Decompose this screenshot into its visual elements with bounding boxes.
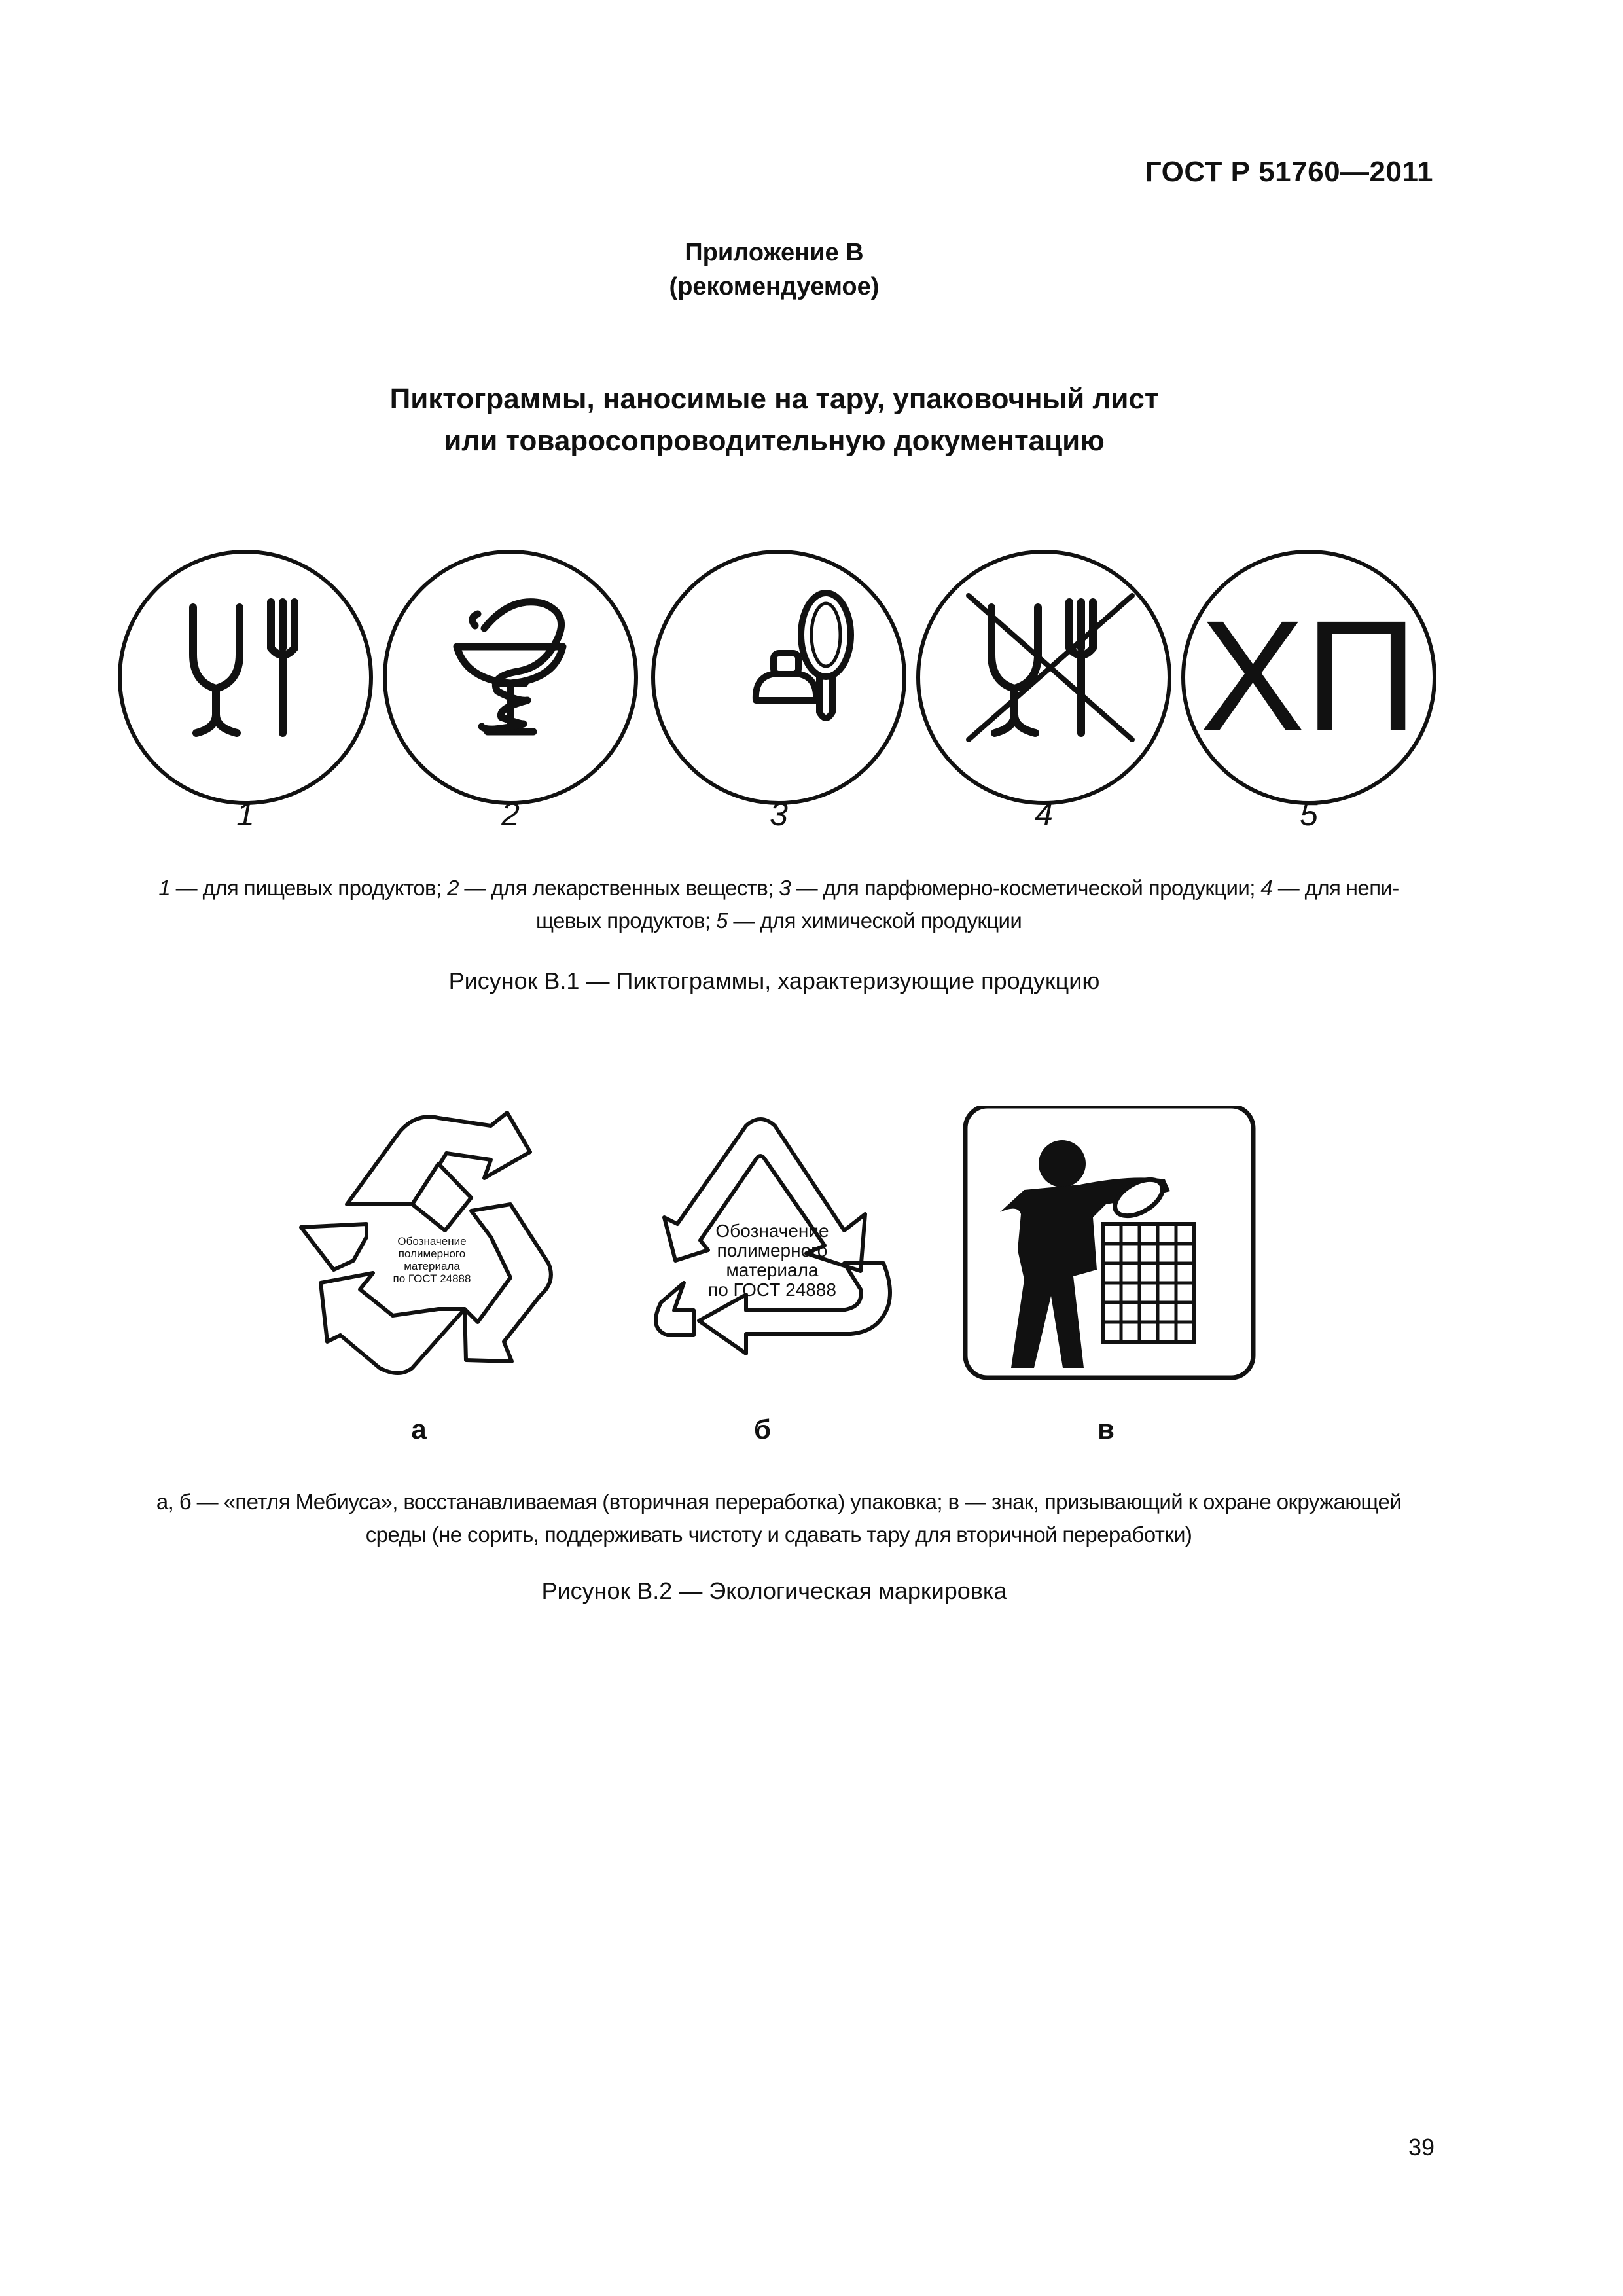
non-food-products-icon xyxy=(969,596,1132,740)
mobius-a-label-4: по ГОСТ 24888 xyxy=(393,1272,471,1285)
pictogram-number-2: 2 xyxy=(501,796,520,833)
section-title-line2: или товаросопроводительную документацию xyxy=(444,425,1105,457)
chemical-products-icon: ХП xyxy=(1200,588,1418,763)
eco-mark-letter-b: б xyxy=(754,1414,771,1444)
section-title-line1: Пиктограммы, наносимые на тару, упаковочный лист xyxy=(389,383,1159,415)
pictogram-2-circle xyxy=(385,552,636,803)
pictogram-number-5: 5 xyxy=(1300,796,1318,833)
standard-code: ГОСТ Р 51760—2011 xyxy=(1145,156,1433,188)
medicinal-substances-icon xyxy=(457,602,563,732)
figure2-eco-marks xyxy=(275,1106,1270,1394)
tidy-man-icon xyxy=(965,1106,1253,1378)
mobius-b-label-4: по ГОСТ 24888 xyxy=(708,1280,836,1300)
mobius-a-label-2: полимерного xyxy=(398,1247,466,1260)
pictogram-number-3: 3 xyxy=(770,796,788,833)
pictogram-number-4: 4 xyxy=(1035,796,1053,833)
figure2-caption: Рисунок В.2 — Экологическая маркировка xyxy=(541,1577,1007,1604)
pictogram-4-circle xyxy=(918,552,1169,803)
appendix-title: Приложение В xyxy=(685,239,864,266)
recycling-triangle-icon xyxy=(656,1119,890,1354)
mobius-a-label-1: Обозначение xyxy=(397,1235,467,1247)
mobius-a-label-3: материала xyxy=(404,1260,460,1272)
pictogram-number-1: 1 xyxy=(236,796,255,833)
eco-mark-letter-v: в xyxy=(1097,1414,1115,1444)
figure1-caption: Рисунок В.1 — Пиктограммы, характеризующие продукцию xyxy=(448,967,1100,994)
figure1-legend-line2: щевых продуктов; 5 — для химической продукции xyxy=(535,908,1022,933)
perfume-cosmetic-icon xyxy=(756,593,851,718)
mobius-b-label-3: материала xyxy=(726,1260,819,1280)
appendix-note: (рекомендуемое) xyxy=(669,273,880,300)
food-products-icon xyxy=(193,602,294,733)
mobius-loop-icon xyxy=(301,1113,551,1373)
figure2-legend-line1: а, б — «петля Мебиуса», восстанавливаемая (вторичная переработка) упаковка; в — знак, призывающий к охране окружающей xyxy=(156,1490,1402,1514)
page-number: 39 xyxy=(1408,2134,1435,2161)
mobius-b-label-2: полимерного xyxy=(717,1240,828,1261)
figure2-legend-line2: среды (не сорить, поддерживать чистоту и сдавать тару для вторичной переработки) xyxy=(365,1522,1192,1547)
figure1-pictograms xyxy=(111,537,1453,825)
figure1-legend-line1: 1 — для пищевых продуктов; 2 — для лекарственных веществ; 3 — для парфюмерно-косметической продукции; 4 — для непи- xyxy=(158,876,1399,900)
pictogram-1-circle xyxy=(120,552,371,803)
mobius-b-label-1: Обозначение xyxy=(715,1221,829,1241)
eco-mark-letter-a: а xyxy=(411,1414,427,1444)
